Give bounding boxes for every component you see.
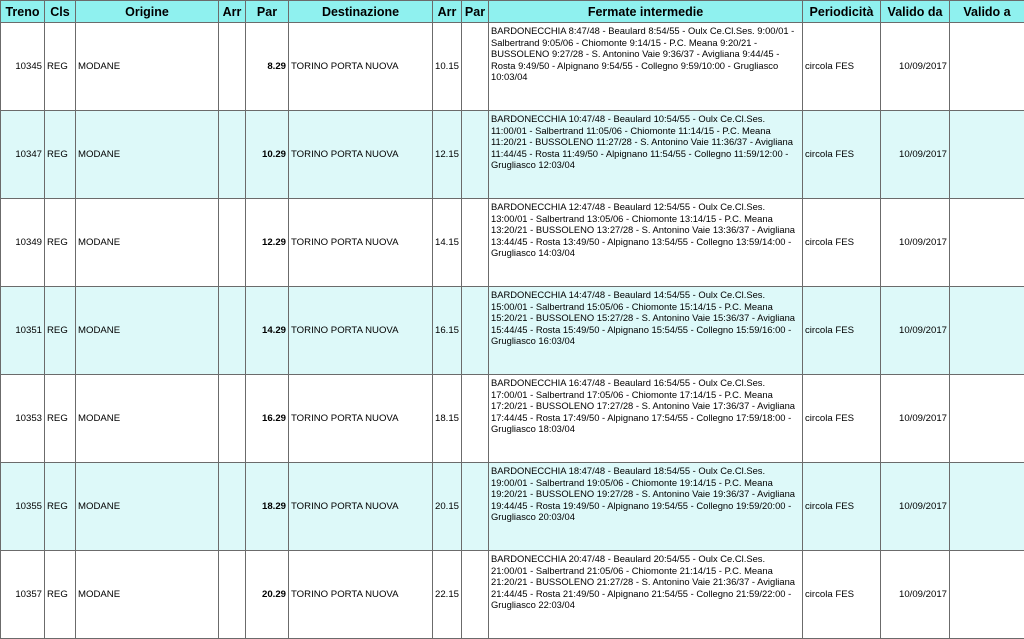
- cell-fermate: BARDONECCHIA 12:47/48 - Beaulard 12:54/55 - Oulx Ce.Cl.Ses. 13:00/01 - Salbertrand 13:05/06 - Chiomonte 13:14/15 - P.C. Meana 13:20/21 - BUSSOLENO 13:27/28 - S. Antonino Vaie 13:36/37 - Avigliana 13:44/45 - Rosta 13:49/50 - Alpignano 13:54/55 - Collegno 13:59/14:00 - Grugliasco 14:03/04: [489, 199, 803, 287]
- cell-origine: MODANE: [76, 463, 219, 551]
- cell-valido-da: 10/09/2017: [881, 375, 950, 463]
- col-header-periodicita: Periodicità: [803, 1, 881, 23]
- cell-origine: MODANE: [76, 111, 219, 199]
- cell-cls: REG: [45, 23, 76, 111]
- cell-arr-destinazione: 22.15: [433, 551, 462, 639]
- table-body: [1, 23, 1024, 639]
- header-row: [1, 1, 1024, 23]
- cell-fermate: BARDONECCHIA 10:47/48 - Beaulard 10:54/55 - Oulx Ce.Cl.Ses. 11:00/01 - Salbertrand 11:05/06 - Chiomonte 11:14/15 - P.C. Meana 11:20/21 - BUSSOLENO 11:27/28 - S. Antonino Vaie 11:36/37 - Avigliana 11:44/45 - Rosta 11:49/50 - Alpignano 11:54/55 - Collegno 11:59/12:00 - Grugliasco 12:03/04: [489, 111, 803, 199]
- cell-par-destinazione: [462, 287, 489, 375]
- cell-origine: MODANE: [76, 199, 219, 287]
- cell-treno: 10355: [1, 463, 45, 551]
- cell-periodicita: circola FES: [803, 551, 881, 639]
- cell-arr-destinazione: 20.15: [433, 463, 462, 551]
- cell-arr-origine: [219, 375, 246, 463]
- col-header-destinazione: Destinazione: [289, 1, 433, 23]
- table-row: [1, 199, 1024, 287]
- cell-treno: 10351: [1, 287, 45, 375]
- cell-cls: REG: [45, 199, 76, 287]
- col-header-arr: Arr: [219, 1, 246, 23]
- cell-destinazione: TORINO PORTA NUOVA: [289, 199, 433, 287]
- cell-par-destinazione: [462, 551, 489, 639]
- cell-cls: REG: [45, 287, 76, 375]
- cell-valido-a: [950, 287, 1024, 375]
- cell-destinazione: TORINO PORTA NUOVA: [289, 111, 433, 199]
- table-row: [1, 111, 1024, 199]
- cell-origine: MODANE: [76, 551, 219, 639]
- cell-arr-origine: [219, 463, 246, 551]
- cell-periodicita: circola FES: [803, 287, 881, 375]
- cell-par-origine: 14.29: [246, 287, 289, 375]
- cell-par-origine: 18.29: [246, 463, 289, 551]
- cell-periodicita: circola FES: [803, 111, 881, 199]
- col-header-treno: Treno: [1, 1, 45, 23]
- cell-treno: 10347: [1, 111, 45, 199]
- cell-treno: 10357: [1, 551, 45, 639]
- cell-origine: MODANE: [76, 23, 219, 111]
- cell-fermate: BARDONECCHIA 18:47/48 - Beaulard 18:54/55 - Oulx Ce.Cl.Ses. 19:00/01 - Salbertrand 19:05/06 - Chiomonte 19:14/15 - P.C. Meana 19:20/21 - BUSSOLENO 19:27/28 - S. Antonino Vaie 19:36/37 - Avigliana 19:44/45 - Rosta 19:49/50 - Alpignano 19:54/55 - Collegno 19:59/20:00 - Grugliasco 20:03/04: [489, 463, 803, 551]
- cell-fermate: BARDONECCHIA 14:47/48 - Beaulard 14:54/55 - Oulx Ce.Cl.Ses. 15:00/01 - Salbertrand 15:05/06 - Chiomonte 15:14/15 - P.C. Meana 15:20/21 - BUSSOLENO 15:27/28 - S. Antonino Vaie 15:36/37 - Avigliana 15:44/45 - Rosta 15:49/50 - Alpignano 15:54/55 - Collegno 15:59/16:00 - Grugliasco 16:03/04: [489, 287, 803, 375]
- cell-par-destinazione: [462, 111, 489, 199]
- cell-fermate: BARDONECCHIA 16:47/48 - Beaulard 16:54/55 - Oulx Ce.Cl.Ses. 17:00/01 - Salbertrand 17:05/06 - Chiomonte 17:14/15 - P.C. Meana 17:20/21 - BUSSOLENO 17:27/28 - S. Antonino Vaie 17:36/37 - Avigliana 17:44/45 - Rosta 17:49/50 - Alpignano 17:54/55 - Collegno 17:59/18:00 - Grugliasco 18:03/04: [489, 375, 803, 463]
- cell-valido-a: [950, 23, 1024, 111]
- cell-valido-da: 10/09/2017: [881, 23, 950, 111]
- cell-periodicita: circola FES: [803, 375, 881, 463]
- cell-par-destinazione: [462, 23, 489, 111]
- col-header-valido-da: Valido da: [881, 1, 950, 23]
- cell-par-origine: 10.29: [246, 111, 289, 199]
- table-row: [1, 551, 1024, 639]
- cell-treno: 10353: [1, 375, 45, 463]
- col-header-cls: Cls: [45, 1, 76, 23]
- cell-arr-origine: [219, 111, 246, 199]
- cell-par-origine: 8.29: [246, 23, 289, 111]
- cell-periodicita: circola FES: [803, 199, 881, 287]
- cell-fermate: BARDONECCHIA 8:47/48 - Beaulard 8:54/55 - Oulx Ce.Cl.Ses. 9:00/01 - Salbertrand 9:05/06 - Chiomonte 9:14/15 - P.C. Meana 9:20/21 - BUSSOLENO 9:27/28 - S. Antonino Vaie 9:36/37 - Avigliana 9:44/45 - Rosta 9:49/50 - Alpignano 9:54/55 - Collegno 9:59/10:00 - Grugliasco 10:03/04: [489, 23, 803, 111]
- cell-arr-destinazione: 12.15: [433, 111, 462, 199]
- cell-destinazione: TORINO PORTA NUOVA: [289, 287, 433, 375]
- cell-arr-origine: [219, 287, 246, 375]
- table-header: [1, 1, 1024, 23]
- cell-destinazione: TORINO PORTA NUOVA: [289, 23, 433, 111]
- col-header-par-dest: Par: [462, 1, 489, 23]
- col-header-valido-a: Valido a: [950, 1, 1024, 23]
- cell-par-origine: 20.29: [246, 551, 289, 639]
- col-header-par: Par: [246, 1, 289, 23]
- table-row: [1, 463, 1024, 551]
- cell-periodicita: circola FES: [803, 463, 881, 551]
- cell-cls: REG: [45, 463, 76, 551]
- cell-arr-destinazione: 10.15: [433, 23, 462, 111]
- cell-valido-da: 10/09/2017: [881, 551, 950, 639]
- cell-destinazione: TORINO PORTA NUOVA: [289, 463, 433, 551]
- cell-par-destinazione: [462, 199, 489, 287]
- cell-destinazione: TORINO PORTA NUOVA: [289, 551, 433, 639]
- cell-valido-da: 10/09/2017: [881, 111, 950, 199]
- cell-origine: MODANE: [76, 375, 219, 463]
- cell-cls: REG: [45, 551, 76, 639]
- cell-arr-destinazione: 18.15: [433, 375, 462, 463]
- col-header-origine: Origine: [76, 1, 219, 23]
- cell-valido-a: [950, 375, 1024, 463]
- cell-arr-destinazione: 16.15: [433, 287, 462, 375]
- cell-par-destinazione: [462, 463, 489, 551]
- col-header-fermate: Fermate intermedie: [489, 1, 803, 23]
- cell-valido-da: 10/09/2017: [881, 199, 950, 287]
- table-row: [1, 375, 1024, 463]
- table-row: [1, 23, 1024, 111]
- cell-treno: 10349: [1, 199, 45, 287]
- cell-valido-da: 10/09/2017: [881, 287, 950, 375]
- cell-valido-a: [950, 199, 1024, 287]
- cell-arr-origine: [219, 199, 246, 287]
- table-row: [1, 287, 1024, 375]
- cell-valido-a: [950, 111, 1024, 199]
- col-header-arr-dest: Arr: [433, 1, 462, 23]
- cell-cls: REG: [45, 111, 76, 199]
- cell-par-destinazione: [462, 375, 489, 463]
- cell-valido-a: [950, 551, 1024, 639]
- cell-par-origine: 16.29: [246, 375, 289, 463]
- cell-fermate: BARDONECCHIA 20:47/48 - Beaulard 20:54/55 - Oulx Ce.Cl.Ses. 21:00/01 - Salbertrand 21:05/06 - Chiomonte 21:14/15 - P.C. Meana 21:20/21 - BUSSOLENO 21:27/28 - S. Antonino Vaie 21:36/37 - Avigliana 21:44/45 - Rosta 21:49/50 - Alpignano 21:54/55 - Collegno 21:59/22:00 - Grugliasco 22:03/04: [489, 551, 803, 639]
- cell-par-origine: 12.29: [246, 199, 289, 287]
- cell-arr-destinazione: 14.15: [433, 199, 462, 287]
- cell-origine: MODANE: [76, 287, 219, 375]
- cell-valido-a: [950, 463, 1024, 551]
- cell-arr-origine: [219, 551, 246, 639]
- cell-valido-da: 10/09/2017: [881, 463, 950, 551]
- cell-destinazione: TORINO PORTA NUOVA: [289, 375, 433, 463]
- cell-treno: 10345: [1, 23, 45, 111]
- cell-cls: REG: [45, 375, 76, 463]
- cell-periodicita: circola FES: [803, 23, 881, 111]
- cell-arr-origine: [219, 23, 246, 111]
